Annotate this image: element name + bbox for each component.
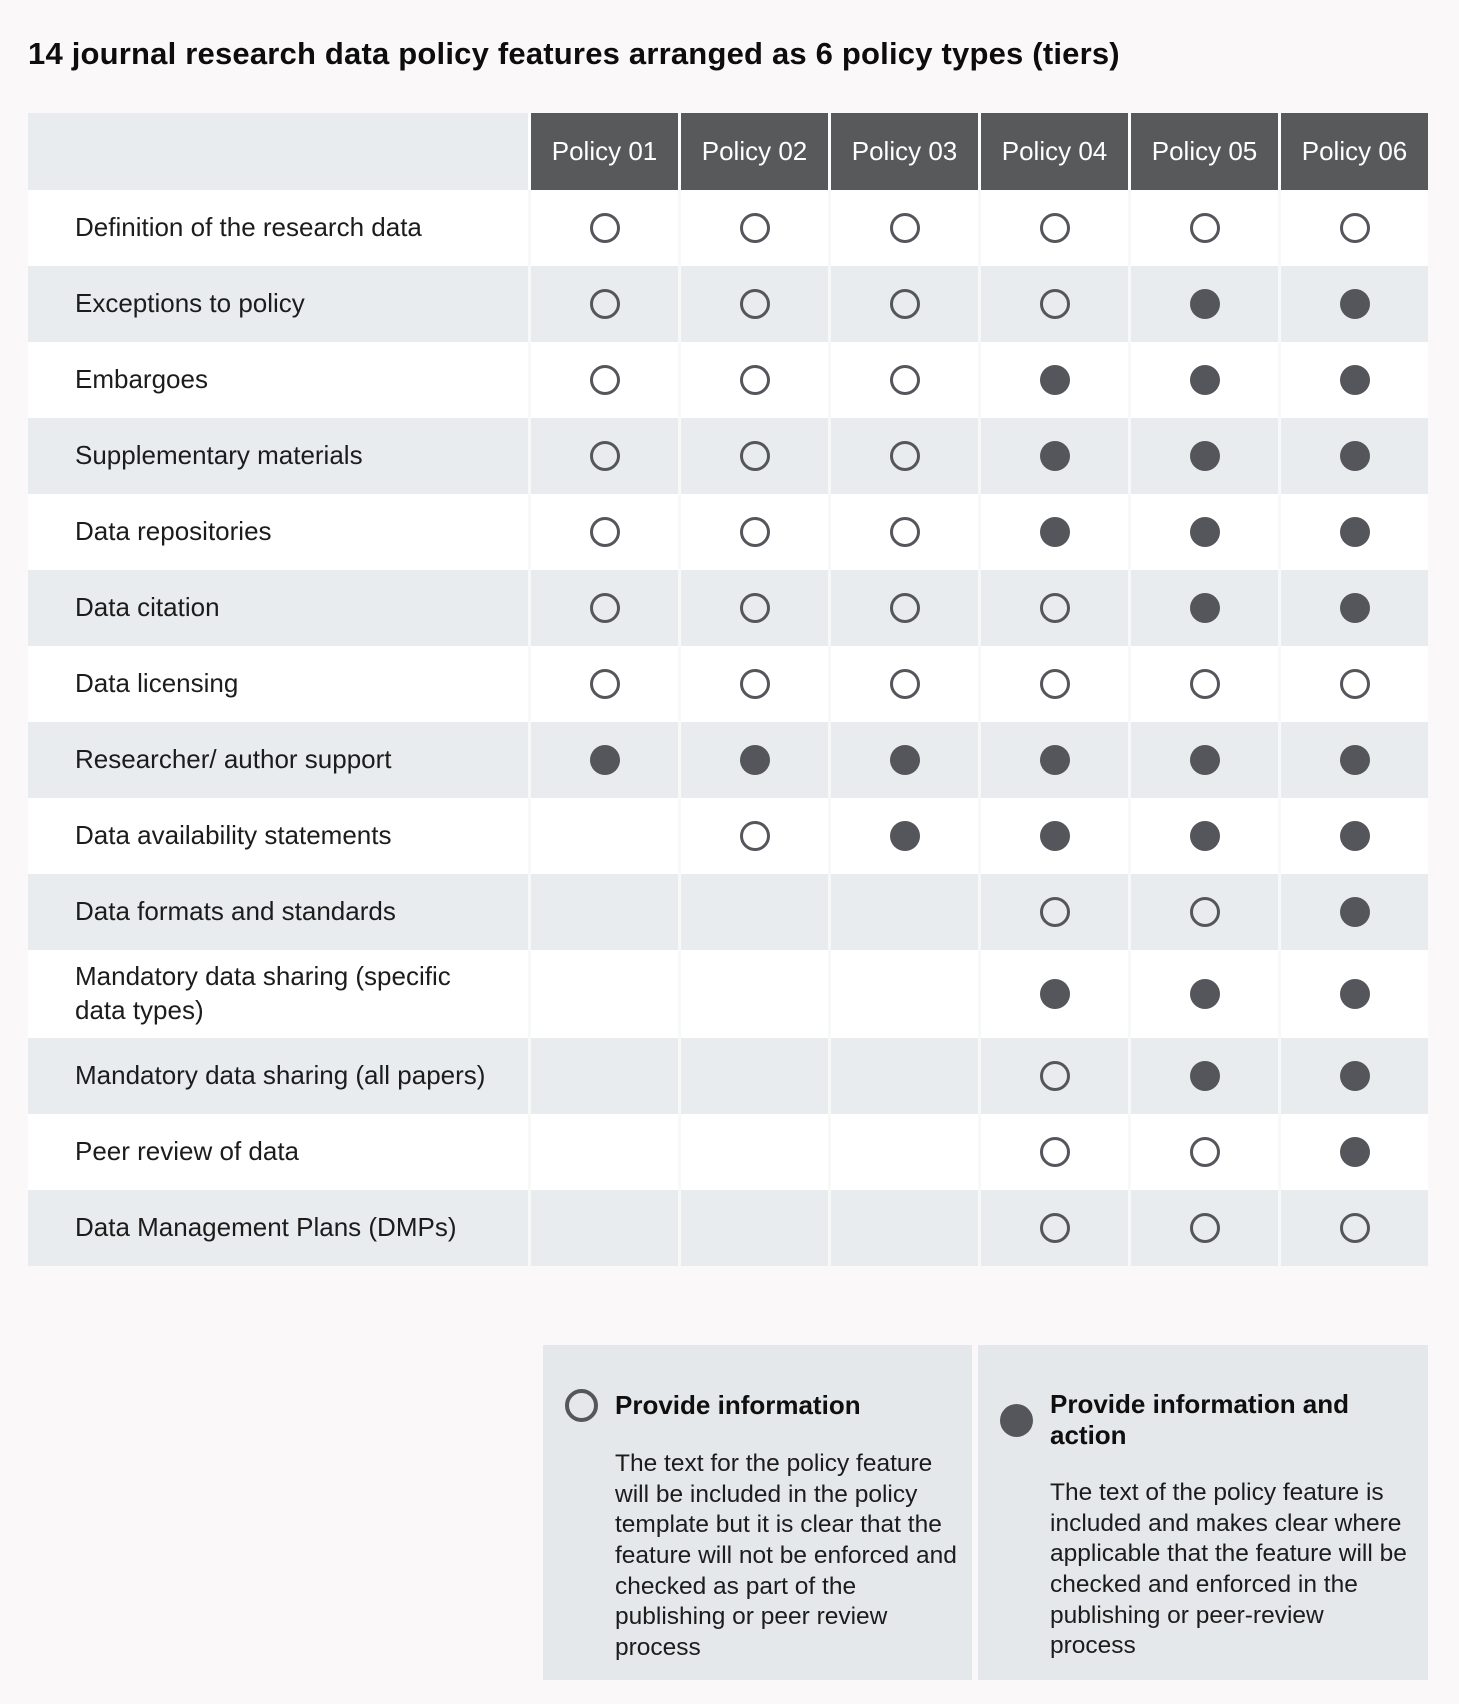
- filled-circle-icon: [1190, 289, 1220, 319]
- open-circle-icon: [890, 289, 920, 319]
- feature-row: [28, 1114, 1428, 1190]
- policy-cell: [978, 1114, 1128, 1190]
- policy-cell: [528, 342, 678, 418]
- policy-cell: [1278, 418, 1428, 494]
- open-circle-icon: [740, 441, 770, 471]
- open-circle-icon: [590, 289, 620, 319]
- filled-circle-icon: [1040, 365, 1070, 395]
- filled-circle-icon: [890, 745, 920, 775]
- feature-label: Data repositories: [75, 516, 272, 547]
- policy-cell: [1128, 1190, 1278, 1266]
- policy-cell: [528, 266, 678, 342]
- open-circle-icon: [590, 365, 620, 395]
- policy-cell: [1128, 342, 1278, 418]
- filled-circle-icon: [1340, 289, 1370, 319]
- policy-cell: [678, 722, 828, 798]
- filled-circle-icon: [1340, 441, 1370, 471]
- policy-cell: [1278, 266, 1428, 342]
- policy-cell: [978, 494, 1128, 570]
- policy-cell: [678, 342, 828, 418]
- policy-cell: [1128, 266, 1278, 342]
- open-circle-icon: [1040, 669, 1070, 699]
- policy-matrix-table: [28, 113, 1428, 1266]
- policy-cell: [1128, 1038, 1278, 1114]
- open-circle-icon: [590, 517, 620, 547]
- policy-cell: [678, 570, 828, 646]
- feature-label: Researcher/ author support: [75, 744, 392, 775]
- policy-cell: [528, 190, 678, 266]
- policy-cell: [828, 722, 978, 798]
- policy-cell: [678, 266, 828, 342]
- policy-cell: [978, 1190, 1128, 1266]
- policy-cell: [1128, 570, 1278, 646]
- policy-cell: [528, 874, 678, 950]
- open-circle-icon: [1190, 1213, 1220, 1243]
- policy-cell: [1128, 418, 1278, 494]
- open-circle-icon: [1040, 593, 1070, 623]
- policy-cell: [528, 1038, 678, 1114]
- policy-cell: [678, 798, 828, 874]
- legend-title: Provide information: [615, 1390, 861, 1420]
- column-header-policy-01: Policy 01: [528, 113, 678, 190]
- filled-circle-icon: [590, 745, 620, 775]
- open-circle-icon: [740, 593, 770, 623]
- policy-cell: [828, 798, 978, 874]
- policy-cell: [1128, 646, 1278, 722]
- open-circle-icon: [1040, 213, 1070, 243]
- legend-description: The text for the policy feature will be included in the policy template but it is clear that the feature will not be enforced and checked as part of the publishing or peer review process: [615, 1450, 957, 1661]
- legend-description: The text of the policy feature is included and makes clear where applicable that the feature will be checked and enforced in the publishing or peer-review process: [1050, 1479, 1407, 1660]
- open-circle-icon: [1190, 1137, 1220, 1167]
- policy-cell: [1278, 494, 1428, 570]
- feature-label: Data Management Plans (DMPs): [75, 1211, 457, 1242]
- policy-cell: [678, 190, 828, 266]
- filled-circle-icon: [1340, 979, 1370, 1009]
- column-header-policy-04: Policy 04: [978, 113, 1128, 190]
- feature-row: [28, 874, 1428, 950]
- policy-cell: [1278, 190, 1428, 266]
- open-circle-icon: [590, 213, 620, 243]
- feature-row: [28, 570, 1428, 646]
- feature-row: [28, 342, 1428, 418]
- policy-cell: [978, 342, 1128, 418]
- policy-cell: [978, 874, 1128, 950]
- open-circle-icon: [890, 669, 920, 699]
- open-circle-icon: [1040, 1213, 1070, 1243]
- filled-circle-icon: [1000, 1404, 1033, 1437]
- policy-cell: [828, 1038, 978, 1114]
- policy-cell: [828, 1190, 978, 1266]
- column-header-policy-03: Policy 03: [828, 113, 978, 190]
- filled-circle-icon: [1190, 1061, 1220, 1091]
- feature-row: [28, 494, 1428, 570]
- feature-label: Embargoes: [75, 364, 208, 395]
- open-circle-icon: [1190, 213, 1220, 243]
- filled-circle-icon: [1190, 441, 1220, 471]
- policy-cell: [1278, 874, 1428, 950]
- policy-cell: [978, 950, 1128, 1038]
- open-circle-icon: [740, 517, 770, 547]
- filled-circle-icon: [1340, 517, 1370, 547]
- policy-cell: [1278, 798, 1428, 874]
- filled-circle-icon: [1340, 1061, 1370, 1091]
- policy-cell: [828, 950, 978, 1038]
- policy-cell: [678, 950, 828, 1038]
- policy-cell: [828, 418, 978, 494]
- policy-cell: [978, 646, 1128, 722]
- filled-circle-icon: [890, 821, 920, 851]
- legend-item-provide-information-and-action: [978, 1345, 1428, 1680]
- corner-cell: [28, 113, 528, 190]
- open-circle-icon: [890, 517, 920, 547]
- filled-circle-icon: [1040, 441, 1070, 471]
- filled-circle-icon: [1190, 821, 1220, 851]
- policy-cell: [978, 570, 1128, 646]
- filled-circle-icon: [1040, 821, 1070, 851]
- policy-cell: [978, 722, 1128, 798]
- feature-label: Data citation: [75, 592, 220, 623]
- policy-cell: [1278, 646, 1428, 722]
- policy-cell: [1128, 190, 1278, 266]
- policy-cell: [828, 494, 978, 570]
- feature-label: Definition of the research data: [75, 212, 422, 243]
- filled-circle-icon: [1340, 1137, 1370, 1167]
- open-circle-icon: [890, 365, 920, 395]
- policy-cell: [678, 1190, 828, 1266]
- legend-item-provide-information: [543, 1345, 972, 1680]
- open-circle-icon: [890, 213, 920, 243]
- feature-label: Mandatory data sharing (all papers): [75, 1059, 486, 1090]
- filled-circle-icon: [1340, 365, 1370, 395]
- filled-circle-icon: [740, 745, 770, 775]
- policy-cell: [1128, 798, 1278, 874]
- policy-cell: [978, 190, 1128, 266]
- policy-cell: [678, 418, 828, 494]
- feature-row: [28, 722, 1428, 798]
- open-circle-icon: [740, 821, 770, 851]
- policy-cell: [1128, 950, 1278, 1038]
- policy-cell: [1278, 570, 1428, 646]
- feature-row: [28, 950, 1428, 1038]
- header-row: [28, 113, 1428, 190]
- filled-circle-icon: [1190, 979, 1220, 1009]
- feature-label: Data licensing: [75, 668, 239, 699]
- feature-label: Data formats and standards: [75, 896, 396, 927]
- feature-label: Exceptions to policy: [75, 288, 305, 319]
- policy-cell: [678, 1114, 828, 1190]
- policy-cell: [828, 570, 978, 646]
- feature-row: [28, 798, 1428, 874]
- filled-circle-icon: [1040, 979, 1070, 1009]
- open-circle-icon: [1340, 213, 1370, 243]
- policy-cell: [678, 1038, 828, 1114]
- feature-label: Mandatory data sharing (specific data types): [75, 961, 451, 1025]
- policy-cell: [1278, 1114, 1428, 1190]
- feature-row: [28, 266, 1428, 342]
- policy-cell: [528, 1190, 678, 1266]
- open-circle-icon: [1190, 897, 1220, 927]
- filled-circle-icon: [1190, 593, 1220, 623]
- policy-cell: [678, 874, 828, 950]
- policy-cell: [528, 722, 678, 798]
- feature-row: [28, 646, 1428, 722]
- figure-title: 14 journal research data policy features arranged as 6 policy types (tiers): [28, 36, 1120, 71]
- policy-cell: [978, 266, 1128, 342]
- open-circle-icon: [740, 289, 770, 319]
- policy-cell: [1128, 874, 1278, 950]
- feature-row: [28, 418, 1428, 494]
- policy-cell: [1278, 722, 1428, 798]
- open-circle-icon: [1190, 669, 1220, 699]
- column-header-policy-06: Policy 06: [1278, 113, 1428, 190]
- policy-cell: [978, 1038, 1128, 1114]
- legend-title: Provide information and action: [1050, 1389, 1350, 1450]
- filled-circle-icon: [1190, 365, 1220, 395]
- policy-cell: [678, 494, 828, 570]
- policy-cell: [978, 418, 1128, 494]
- policy-cell: [1128, 494, 1278, 570]
- feature-row: [28, 190, 1428, 266]
- policy-cell: [828, 190, 978, 266]
- open-circle-icon: [1340, 1213, 1370, 1243]
- policy-cell: [528, 1114, 678, 1190]
- filled-circle-icon: [1340, 897, 1370, 927]
- policy-cell: [1278, 1038, 1428, 1114]
- open-circle-icon: [1340, 669, 1370, 699]
- open-circle-icon: [890, 593, 920, 623]
- policy-cell: [528, 950, 678, 1038]
- open-circle-icon: [1040, 1137, 1070, 1167]
- filled-circle-icon: [1340, 593, 1370, 623]
- open-circle-icon: [1040, 289, 1070, 319]
- policy-cell: [678, 646, 828, 722]
- open-circle-icon: [590, 441, 620, 471]
- filled-circle-icon: [1190, 517, 1220, 547]
- policy-cell: [528, 646, 678, 722]
- open-circle-icon: [740, 365, 770, 395]
- policy-cell: [828, 342, 978, 418]
- filled-circle-icon: [1040, 517, 1070, 547]
- policy-cell: [528, 418, 678, 494]
- filled-circle-icon: [1340, 745, 1370, 775]
- policy-cell: [528, 798, 678, 874]
- open-circle-icon: [565, 1389, 598, 1422]
- policy-cell: [528, 570, 678, 646]
- open-circle-icon: [890, 441, 920, 471]
- feature-label: Data availability statements: [75, 820, 392, 851]
- policy-cell: [1128, 722, 1278, 798]
- open-circle-icon: [1040, 897, 1070, 927]
- policy-cell: [1278, 1190, 1428, 1266]
- policy-cell: [828, 874, 978, 950]
- feature-row: [28, 1190, 1428, 1266]
- filled-circle-icon: [1340, 821, 1370, 851]
- open-circle-icon: [1040, 1061, 1070, 1091]
- legend: [543, 1345, 1428, 1680]
- policy-cell: [1278, 950, 1428, 1038]
- policy-cell: [978, 798, 1128, 874]
- open-circle-icon: [590, 593, 620, 623]
- policy-cell: [828, 1114, 978, 1190]
- policy-cell: [828, 646, 978, 722]
- feature-label: Peer review of data: [75, 1135, 300, 1166]
- feature-label: Supplementary materials: [75, 440, 363, 471]
- policy-cell: [1128, 1114, 1278, 1190]
- policy-cell: [1278, 342, 1428, 418]
- open-circle-icon: [590, 669, 620, 699]
- column-header-policy-02: Policy 02: [678, 113, 828, 190]
- feature-row: [28, 1038, 1428, 1114]
- filled-circle-icon: [1190, 745, 1220, 775]
- open-circle-icon: [740, 669, 770, 699]
- filled-circle-icon: [1040, 745, 1070, 775]
- policy-cell: [828, 266, 978, 342]
- policy-cell: [528, 494, 678, 570]
- column-header-policy-05: Policy 05: [1128, 113, 1278, 190]
- open-circle-icon: [740, 213, 770, 243]
